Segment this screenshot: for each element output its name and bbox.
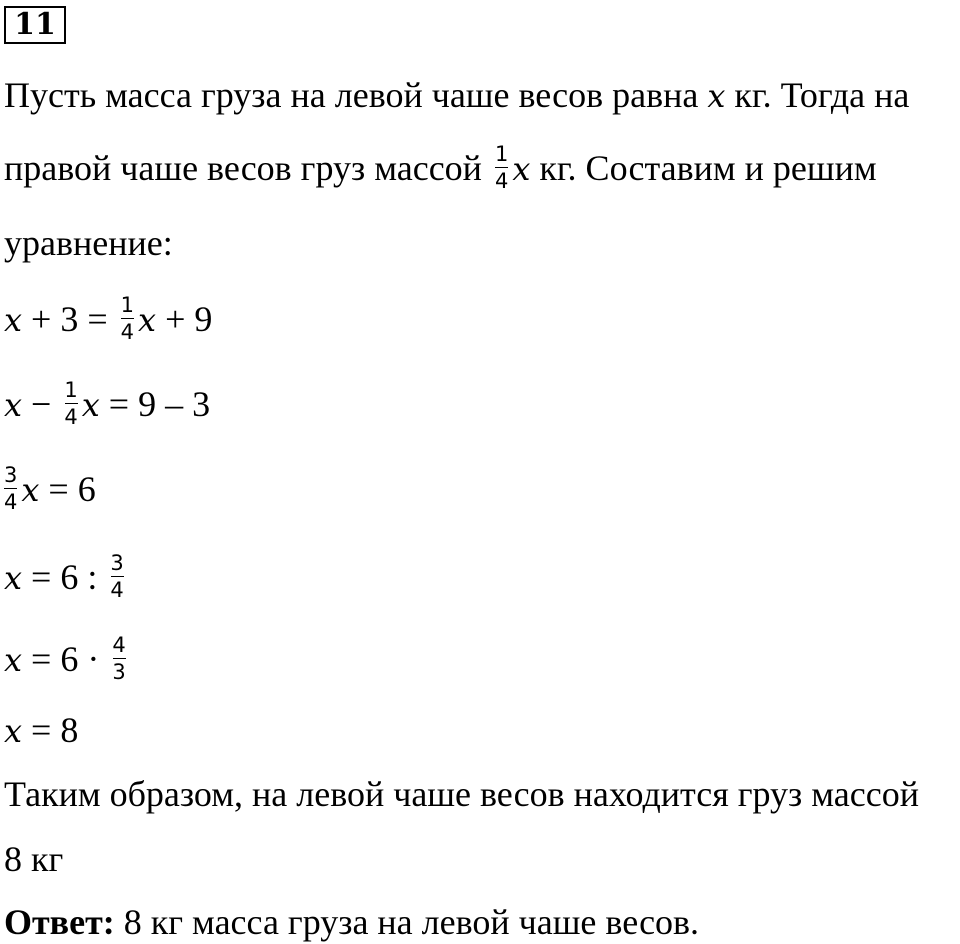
problem-number: 11 (4, 6, 66, 44)
conclusion-line-1: Таким образом, на левой чаше весов находится груз массой (4, 774, 920, 814)
fraction (112, 633, 125, 684)
fraction-bar (121, 318, 134, 319)
equation-1 (4, 293, 213, 348)
variable-x: x (512, 149, 531, 188)
fraction-denominator: 4 (494, 169, 509, 193)
fraction-numerator: 1 (120, 293, 135, 317)
variable-x: x (4, 300, 23, 339)
variable-x: x (4, 558, 23, 597)
fraction-denominator: 4 (4, 490, 18, 514)
fraction (4, 463, 17, 514)
text-fragment: Пусть масса груза на левой чаше весов равна (4, 75, 708, 115)
equation-part: = 9 – 3 (99, 383, 211, 424)
text-line-3: уравнение: (4, 223, 173, 263)
fraction-bar (495, 167, 508, 168)
equation-2 (4, 378, 211, 433)
fraction-denominator: 4 (120, 320, 135, 344)
equation-part: = 6 : (22, 556, 107, 597)
equation-5 (4, 633, 130, 688)
equation-6 (4, 710, 78, 751)
fraction-denominator: 4 (110, 578, 124, 602)
equation-part: − (22, 383, 61, 424)
fraction-numerator: 4 (112, 633, 126, 657)
fraction (495, 142, 508, 193)
fraction (64, 378, 77, 429)
fraction-numerator: 1 (494, 142, 509, 166)
fraction-denominator: 3 (112, 660, 126, 684)
variable-x: x (4, 385, 23, 424)
variable-x: x (81, 385, 100, 424)
answer-text: 8 кг масса груза на левой чаше весов. (114, 902, 700, 942)
fraction-bar (4, 488, 17, 489)
equation-part: = 8 (22, 710, 79, 750)
fraction (121, 293, 134, 344)
equation-part: + 3 = (22, 298, 117, 339)
text-fragment: кг. Тогда на (725, 75, 910, 115)
answer-label: Ответ: (4, 902, 115, 942)
conclusion-line-2: 8 кг (4, 839, 64, 879)
variable-x: x (21, 470, 40, 509)
fraction-numerator: 3 (110, 551, 124, 575)
fraction-bar (113, 658, 126, 659)
variable-x: x (4, 640, 23, 679)
equation-3 (4, 463, 96, 518)
equation-part: = 6 (39, 468, 96, 509)
equation-4 (4, 551, 128, 606)
equation-part: + 9 (156, 298, 213, 339)
variable-x: x (4, 712, 23, 750)
answer-line (4, 902, 699, 942)
fraction-bar (111, 576, 124, 577)
fraction-bar (65, 403, 78, 404)
fraction (110, 551, 123, 602)
text-line-2 (4, 142, 877, 197)
variable-x: x (138, 300, 157, 339)
equation-part: = 6 · (22, 638, 109, 679)
fraction-denominator: 4 (64, 405, 78, 429)
text-fragment: кг. Составим и решим (530, 147, 877, 188)
variable-x: x (707, 77, 726, 115)
text-line-1 (4, 75, 909, 116)
fraction-numerator: 3 (4, 463, 18, 487)
text-fragment: правой чаше весов груз массой (4, 147, 491, 188)
fraction-numerator: 1 (64, 378, 78, 402)
